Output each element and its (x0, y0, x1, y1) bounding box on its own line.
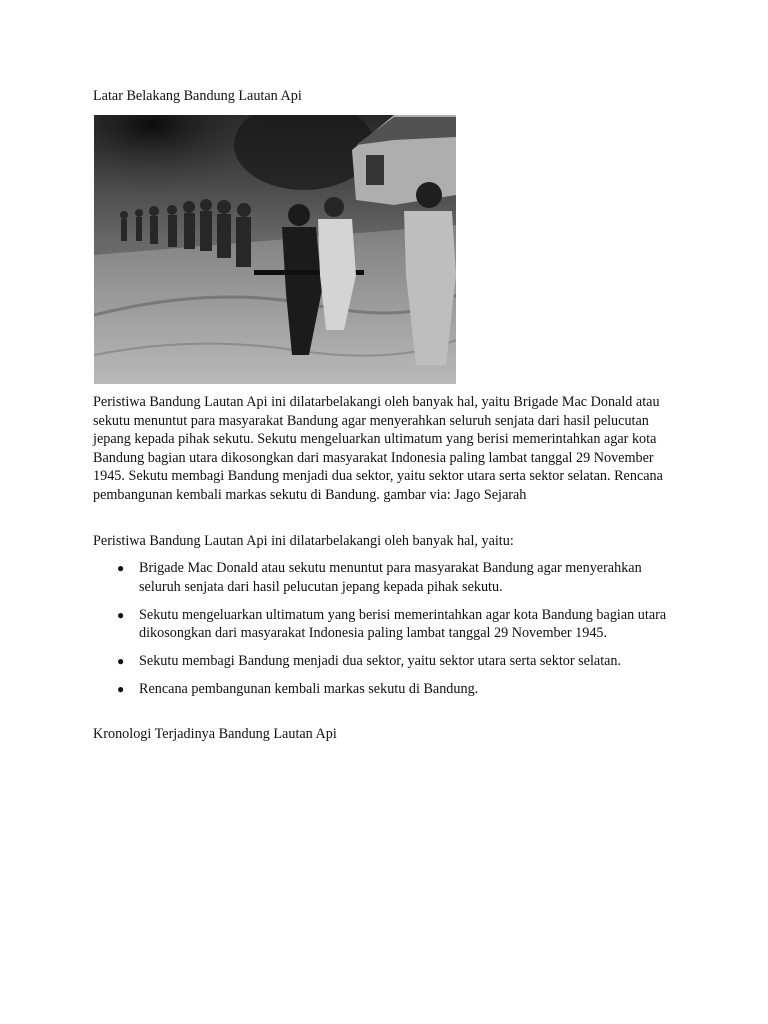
list-item (93, 559, 685, 596)
list-item-text: Sekutu membagi Bandung menjadi dua sektor, yaitu sektor utara serta sektor selatan. (139, 653, 622, 669)
bullet-list (93, 559, 685, 708)
list-item (93, 606, 685, 643)
bullet-icon: ● (117, 654, 125, 668)
bullet-icon: ● (117, 607, 125, 622)
list-item-text: Brigade Mac Donald atau sekutu menuntut para masyarakat Bandung agar menyerahkan seluruh senjata dari hasil pelucutan jepang kepada pihak sekutu. (139, 560, 642, 595)
paragraph-intro: Peristiwa Bandung Lautan Api ini dilatarbelakangi oleh banyak hal, yaitu Brigade Mac Donald atau sekutu menuntut para masyarakat Bandung agar menyerahkan seluruh senjata dari hasil pelucutan jepang kepada pihak sekutu. Sekutu mengeluarkan ultimatum yang berisi memerintahkan agar kota Bandung bagian utara dikosongkan dari masyarakat Indonesia paling lambat tanggal 29 November 1945. Sekutu membagi Bandung menjadi dua sektor, yaitu sektor utara serta sektor selatan. Rencana pembangunan kembali markas sekutu di Bandung. gambar via: Jago Sejarah (93, 394, 663, 503)
section-heading: Latar Belakang Bandung Lautan Api (93, 88, 302, 104)
bullet-icon: ● (117, 561, 125, 575)
paragraph-list-intro: Peristiwa Bandung Lautan Api ini dilatarbelakangi oleh banyak hal, yaitu: (93, 533, 514, 549)
bullet-icon: ● (117, 682, 125, 696)
historical-photo (94, 115, 456, 384)
list-item-text: Rencana pembangunan kembali markas sekutu di Bandung. (139, 681, 479, 697)
section-heading-chronology: Kronologi Terjadinya Bandung Lautan Api (93, 726, 337, 742)
list-item-text: Sekutu mengeluarkan ultimatum yang berisi memerintahkan agar kota Bandung bagian utara dikosongkan dari masyarakat Indonesia paling lambat tanggal 29 November 1945. (139, 606, 667, 641)
list-item (93, 652, 685, 671)
list-item (93, 680, 685, 699)
